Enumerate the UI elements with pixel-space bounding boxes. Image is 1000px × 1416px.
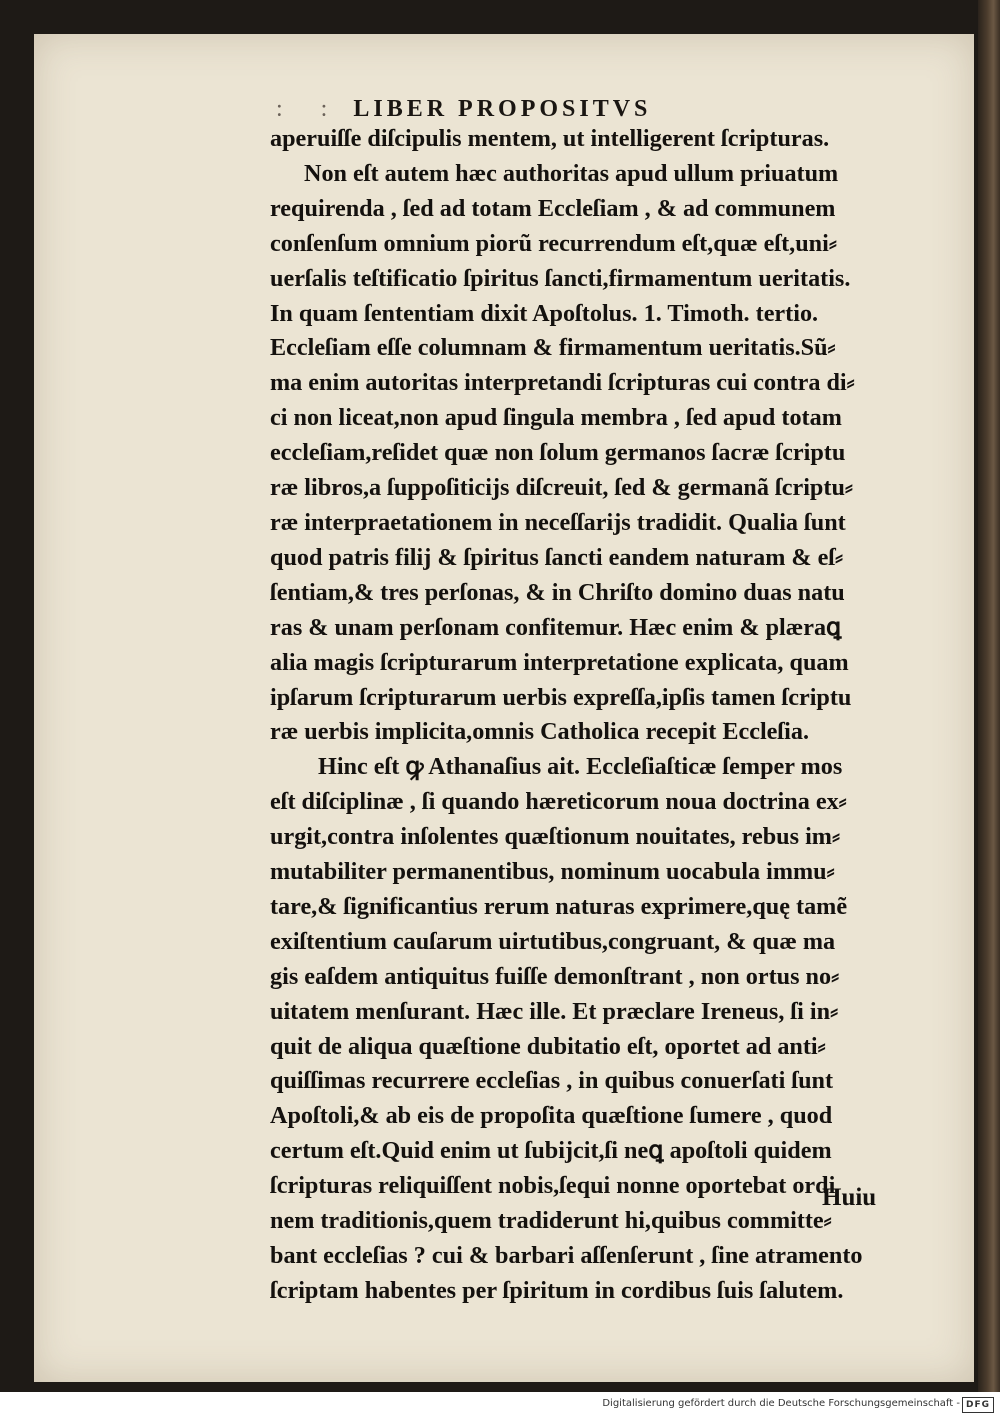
text-line: uerſalis teſtificatio ſpiritus ſancti,firmamentum ueritatis.: [270, 264, 851, 292]
text-line: ci non liceat,non apud ſingula membra , ſed apud totam: [270, 404, 842, 432]
text-line: aperuiſſe diſcipulis mentem, ut intelligerent ſcripturas.: [270, 125, 830, 152]
text-line: ſentiam,& tres perſonas, & in Chriſto domino duas natu: [270, 578, 845, 606]
text-line: nem traditionis,quem tradiderunt hi,quibus committe⸗: [270, 1207, 832, 1235]
body-text: [270, 122, 910, 1309]
catchword: Huiu: [822, 1184, 877, 1211]
dfg-logo-icon: DFG: [962, 1397, 994, 1413]
running-head-marks: : :: [276, 96, 344, 122]
text-line: ræ uerbis implicita,omnis Catholica recepit Eccleſia.: [270, 718, 809, 746]
text-line: certum eſt.Quid enim ut ſubijcit,ſi neꝗ apoſtoli quidem: [270, 1137, 832, 1165]
text-line: eccleſiam,reſidet quæ non ſolum germanos ſacræ ſcriptu: [270, 439, 846, 467]
text-line: In quam ſententiam dixit Apoſtolus. 1. Timoth. tertio.: [270, 299, 819, 327]
text-line: uitatem menſurant. Hæc ille. Et præclare Ireneus, ſi in⸗: [270, 997, 839, 1025]
text-line: quit de aliqua quæſtione dubitatio eſt, oportet ad anti⸗: [270, 1032, 826, 1060]
text-line: bant eccleſias ? cui & barbari aſſenſerunt , ſine atramento: [270, 1242, 863, 1269]
footer-credit: Digitalisierung gefördert durch die Deutsche Forschungsgemeinschaft -: [602, 1398, 960, 1409]
text-line: ras & unam perſonam confitemur. Hæc enim & plæraꝗ: [270, 613, 842, 641]
text-line: urgit,contra inſolentes quæſtionum nouitates, rebus im⸗: [270, 823, 841, 851]
text-line: tare,& ſignificantius rerum naturas exprimere,quę tamẽ: [270, 892, 848, 920]
text-line: gis eaſdem antiquitus fuiſſe demonſtrant , non ortus no⸗: [270, 962, 840, 990]
text-line: Hinc eſt ꝙ Athanaſius ait. Eccleſiaſticæ ſemper mos: [318, 753, 843, 781]
running-head: [276, 96, 896, 123]
text-line: conſenſum omnium piorũ recurrendum eſt,quæ eſt,uni⸗: [270, 229, 837, 257]
running-head-title: LIBER PROPOSITVS: [353, 96, 652, 122]
text-line: ma enim autoritas interpretandi ſcripturas cui contra di⸗: [270, 369, 855, 397]
text-line: mutabiliter permanentibus, nominum uocabula immu⸗: [270, 858, 835, 886]
text-line: ræ libros,a ſuppoſiticijs diſcreuit, ſed & germanã ſcriptu⸗: [270, 474, 853, 502]
text-line: alia magis ſcripturarum interpretatione explicata, quam: [270, 648, 849, 676]
text-line: ræ interpraetationem in neceſſarijs tradidit. Qualia ſunt: [270, 508, 846, 536]
text-line: quod patris filij & ſpiritus ſancti eandem naturam & eſ⸗: [270, 543, 844, 571]
text-line: Non eſt autem hæc authoritas apud ullum priuatum: [304, 159, 839, 187]
text-line: eſt diſciplinæ , ſi quando hæreticorum noua doctrina ex⸗: [270, 788, 847, 816]
text-line: ſcripturas reliquiſſent nobis,ſequi nonne oportebat ordi: [270, 1172, 836, 1200]
text-line: Eccleſiam eſſe columnam & firmamentum ueritatis.Sũ⸗: [270, 334, 836, 362]
text-line: quiſſimas recurrere eccleſias , in quibus conuerſati ſunt: [270, 1067, 834, 1095]
text-line: Apoſtoli,& ab eis de propoſita quæſtione ſumere , quod: [270, 1102, 833, 1130]
text-line: ſcriptam habentes per ſpiritum in cordibus ſuis ſalutem.: [270, 1276, 844, 1304]
text-line: requirenda , ſed ad totam Eccleſiam , & ad communem: [270, 194, 836, 222]
text-line: ipſarum ſcripturarum uerbis expreſſa,ipſis tamen ſcriptu: [270, 683, 852, 711]
text-line: exiſtentium cauſarum uirtutibus,congruant, & quæ ma: [270, 927, 836, 955]
book-binding-edge: [978, 0, 1000, 1392]
